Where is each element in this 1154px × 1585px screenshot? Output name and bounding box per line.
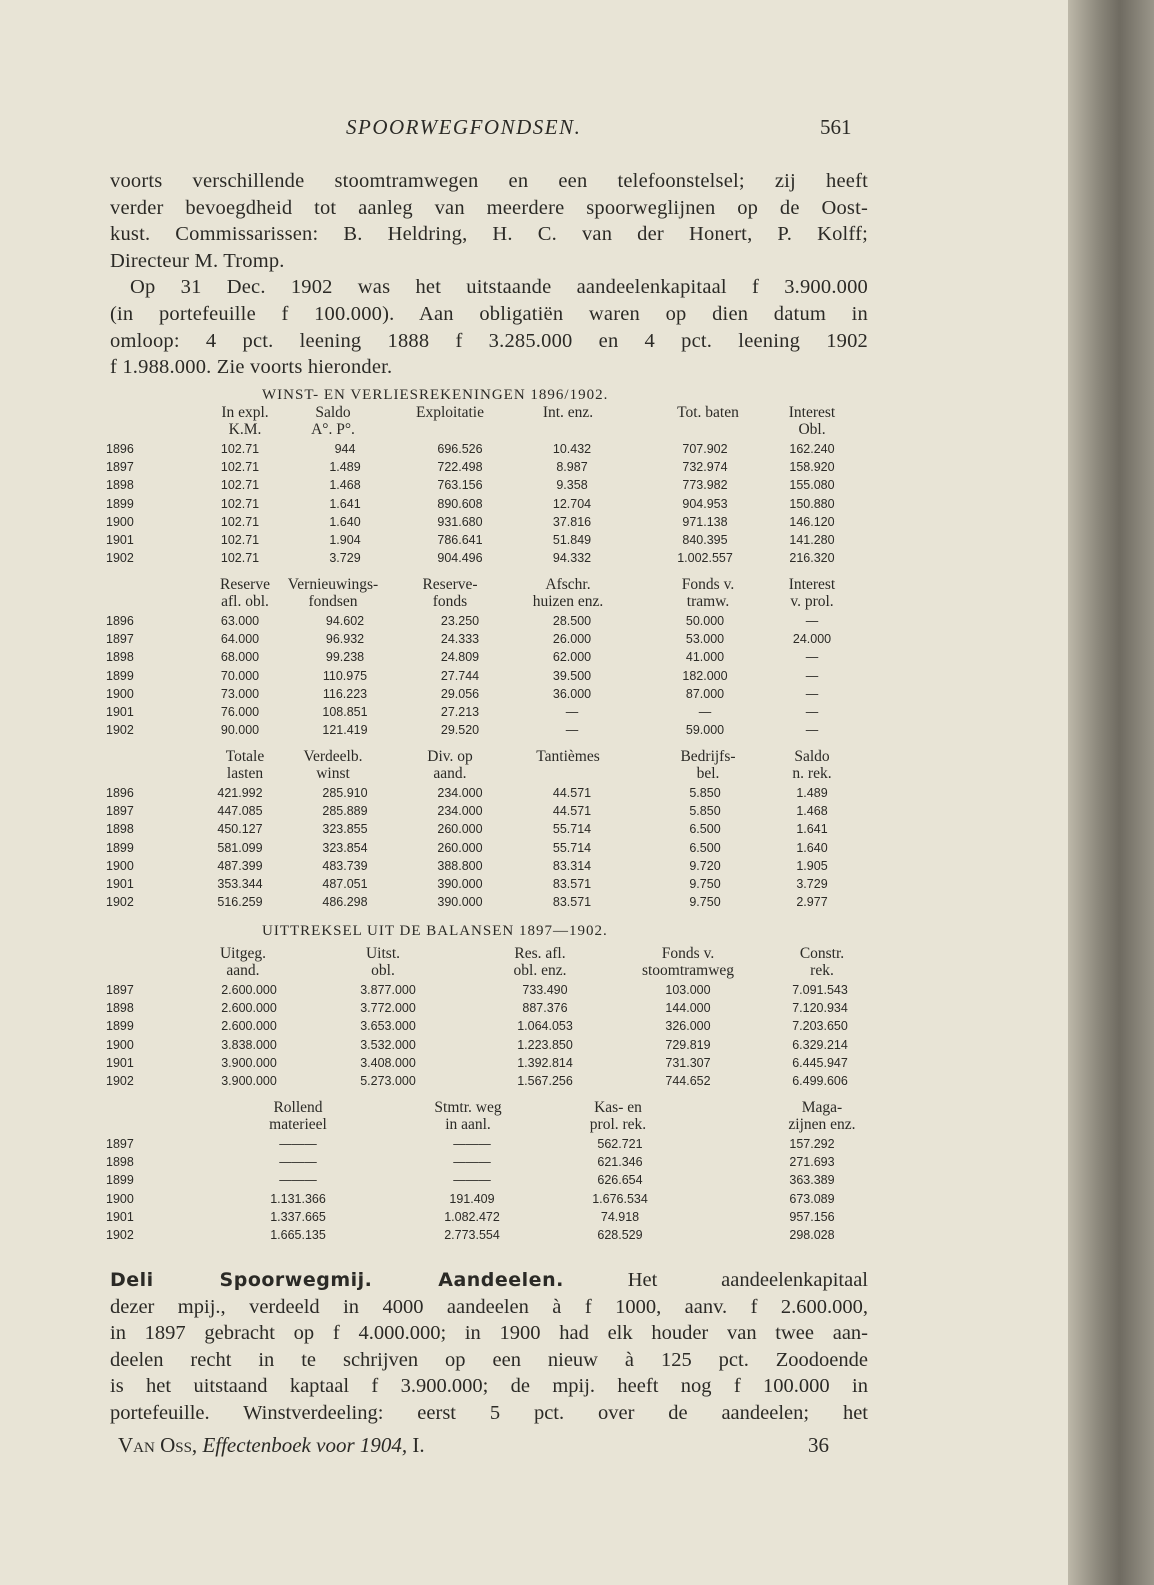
table-cell: 158.920 [789, 460, 835, 475]
column-header: Kas- en prol. rek. [589, 1099, 647, 1133]
table-row [0, 460, 1068, 479]
table-cell: 94.602 [325, 614, 365, 628]
column-header: Exploitatie [415, 404, 484, 421]
table-cell: 39.500 [552, 668, 592, 683]
column-header: Res. afl. obl. enz. [513, 945, 567, 979]
table-cell: 73.000 [220, 686, 260, 701]
table-cell: 74.918 [600, 1209, 640, 1224]
table-cell: 7.203.650 [792, 1019, 848, 1034]
table-cell: 146.120 [789, 514, 835, 529]
year-label: 1900 [106, 1191, 134, 1206]
table-cell: 94.332 [552, 551, 592, 566]
table-cell: 729.819 [665, 1037, 711, 1052]
text-line: portefeuille. Winstverdeeling: eerst 5 pct. over de aandeelen; het [110, 1401, 868, 1424]
table-cell: 562.721 [597, 1137, 643, 1151]
table-row [0, 841, 1068, 860]
signature-number: 36 [808, 1433, 829, 1457]
table-cell: 102.71 [220, 496, 260, 511]
table-cell: 1.082.472 [444, 1209, 500, 1224]
table-cell: 390.000 [437, 895, 483, 910]
table-cell: 450.127 [217, 822, 263, 837]
year-label: 1901 [106, 705, 134, 719]
column-header: Totale lasten [225, 748, 265, 782]
table-cell: 23.250 [440, 614, 480, 628]
table-cell: 1.640 [796, 840, 828, 855]
table-cell: 285.889 [322, 804, 368, 819]
table-cell: 353.344 [217, 877, 263, 891]
column-header: Tantièmes [536, 748, 600, 765]
table-cell: 102.71 [220, 478, 260, 493]
column-header: Verdeelb. winst [303, 748, 363, 782]
text-line: is het uitstaand kaptaal f 3.900.000; de mpij. heeft nog f 100.000 in [110, 1375, 868, 1398]
table-cell: 773.982 [682, 478, 728, 493]
table-cell: 76.000 [220, 705, 260, 719]
table-cell: 3.772.000 [360, 1001, 416, 1016]
table-cell: 55.714 [552, 840, 592, 855]
table-row [0, 551, 1068, 570]
table-row [0, 533, 1068, 552]
table-cell: 1.904 [329, 533, 361, 547]
table-cell: 5.850 [689, 786, 721, 800]
table-cell: 9.750 [689, 877, 721, 891]
year-label: 1901 [106, 1055, 134, 1070]
table-cell: 1.468 [796, 804, 828, 819]
table-row [0, 1038, 1068, 1057]
text-line: in 1897 gebracht op f 4.000.000; in 1900 had elk houder van twee aan- [110, 1322, 868, 1345]
year-label: 1898 [106, 822, 134, 837]
table-row [0, 804, 1068, 823]
column-header: Div. op aand. [427, 748, 473, 782]
table-cell: 64.000 [220, 632, 260, 647]
table-row [0, 1074, 1068, 1093]
table-cell: 8.987 [556, 460, 588, 475]
table-cell: 1.489 [329, 460, 361, 475]
year-label: 1899 [106, 1019, 134, 1034]
year-label: 1898 [106, 478, 134, 493]
column-header: Rollend materieel [269, 1099, 327, 1133]
table-cell: 6.329.214 [792, 1037, 848, 1052]
table-cell: 102.71 [220, 460, 260, 475]
table-cell: 102.71 [220, 533, 260, 547]
intro-paragraph [110, 168, 868, 381]
table-cell: 36.000 [552, 686, 592, 701]
table-cell: — [565, 705, 579, 719]
table-cell: 887.376 [522, 1001, 568, 1016]
table-cell: 3.838.000 [221, 1037, 277, 1052]
table-cell: 731.307 [665, 1055, 711, 1070]
table-cell: 102.71 [220, 442, 260, 456]
table-cell: 1.002.557 [677, 551, 733, 566]
table-cell: 944 [334, 442, 356, 456]
table-row [0, 515, 1068, 534]
table-row [0, 786, 1068, 805]
year-label: 1899 [106, 668, 134, 683]
table-row [0, 1056, 1068, 1075]
table-cell: ——— [279, 1155, 317, 1170]
table-row [0, 705, 1068, 724]
table-cell: — [565, 723, 579, 738]
table-row [0, 442, 1068, 461]
table-cell: 155.080 [789, 478, 835, 493]
table-cell: 68.000 [220, 650, 260, 665]
table-cell: 2.773.554 [444, 1228, 500, 1242]
table-cell: 3.408.000 [360, 1055, 416, 1070]
text-line: f 1.988.000. Zie voorts hieronder. [110, 356, 393, 379]
table-row [0, 1001, 1068, 1020]
table-cell: — [805, 705, 819, 719]
table-cell: 37.816 [552, 514, 592, 529]
table-cell: 90.000 [220, 723, 260, 738]
table-cell: 3.653.000 [360, 1019, 416, 1034]
table-cell: 260.000 [437, 822, 483, 837]
table-cell: ——— [279, 1173, 317, 1188]
year-label: 1899 [106, 840, 134, 855]
table-cell: 483.739 [322, 858, 368, 873]
table-cell: 6.499.606 [792, 1074, 848, 1088]
table-cell: — [805, 723, 819, 738]
year-label: 1897 [106, 1137, 134, 1151]
table-cell: ——— [453, 1155, 491, 1170]
year-label: 1902 [106, 1228, 134, 1242]
table-cell: 83.571 [552, 895, 592, 910]
table-cell: 108.851 [322, 705, 368, 719]
table-cell: — [805, 668, 819, 683]
year-label: 1902 [106, 723, 134, 738]
page-number: 561 [820, 115, 852, 139]
text-line: Op 31 Dec. 1902 was het uitstaande aandeelenkapitaal f 3.900.000 [130, 276, 868, 299]
table-row [0, 1137, 1068, 1156]
table-cell: 29.520 [440, 723, 480, 738]
table-cell: 99.238 [325, 650, 365, 665]
table-cell: 141.280 [789, 533, 835, 547]
table-cell: 890.608 [437, 496, 483, 511]
table-cell: 102.71 [220, 551, 260, 566]
table-cell: 626.654 [597, 1173, 643, 1188]
year-label: 1896 [106, 614, 134, 628]
table-row [0, 1210, 1068, 1229]
table-cell: 162.240 [789, 442, 835, 456]
table-cell: 673.089 [789, 1191, 835, 1206]
table-cell: 2.600.000 [221, 1001, 277, 1016]
table-cell: 1.905 [796, 858, 828, 873]
table-cell: 3.532.000 [360, 1037, 416, 1052]
year-label: 1902 [106, 1074, 134, 1088]
table-cell: 5.850 [689, 804, 721, 819]
table-cell: 6.500 [689, 822, 721, 837]
table-cell: 1.567.256 [517, 1074, 573, 1088]
text-line: deelen recht in te schrijven op een nieuw à 125 pct. Zoodoende [110, 1348, 868, 1371]
table-cell: 191.409 [449, 1191, 495, 1206]
column-header: Tot. baten [677, 404, 739, 421]
table-cell: 83.314 [552, 858, 592, 873]
column-header: Stmtr. weg in aanl. [434, 1099, 502, 1133]
table-cell: 9.358 [556, 478, 588, 493]
table-row [0, 1155, 1068, 1174]
text-line: Deli Spoorwegmij. Aandeelen. Het aandeelenkapitaal [110, 1269, 868, 1291]
table-cell: 29.056 [440, 686, 480, 701]
table-cell: 9.720 [689, 858, 721, 873]
table-cell: 27.213 [440, 705, 480, 719]
table-cell: 1.223.850 [517, 1037, 573, 1052]
table-cell: 1.392.814 [517, 1055, 573, 1070]
column-header: Interest v. prol. [788, 576, 836, 610]
table-cell: 9.750 [689, 895, 721, 910]
year-label: 1900 [106, 1037, 134, 1052]
column-header: In expl. K.M. [221, 404, 269, 438]
table-row [0, 478, 1068, 497]
column-header: Reserve- fonds [422, 576, 478, 610]
column-header: Fonds v. stoomtramweg [641, 945, 735, 979]
table-cell: ——— [279, 1137, 317, 1151]
table-cell: 260.000 [437, 840, 483, 855]
table-cell: 27.744 [440, 668, 480, 683]
table-cell: 150.880 [789, 496, 835, 511]
year-label: 1900 [106, 514, 134, 529]
column-header: Uitst. obl. [365, 945, 401, 979]
column-header: Saldo A°. P°. [311, 404, 355, 438]
table-cell: 5.273.000 [360, 1074, 416, 1088]
footer-citation: Van Oss, Effectenboek voor 1904, I. [118, 1433, 425, 1457]
table-cell: 931.680 [437, 514, 483, 529]
table-row [0, 822, 1068, 841]
table-cell: 1.489 [796, 786, 828, 800]
text-line: verder bevoegdheid tot aanleg van meerdere spoorweglijnen op de Oost- [110, 196, 868, 219]
table-cell: 121.419 [322, 723, 368, 738]
table-cell: 971.138 [682, 514, 728, 529]
text-line: omloop: 4 pct. leening 1888 f 3.285.000 en 4 pct. leening 1902 [110, 329, 868, 352]
table-cell: 182.000 [682, 668, 728, 683]
table-cell: 363.389 [789, 1173, 835, 1188]
table-cell: 733.490 [522, 983, 568, 997]
table-title-winst: WINST- EN VERLIESREKENINGEN 1896/1902. [262, 387, 609, 403]
table-cell: 1.064.053 [517, 1019, 573, 1034]
table-cell: — [805, 614, 819, 628]
year-label: 1901 [106, 877, 134, 891]
table-cell: 24.333 [440, 632, 480, 647]
table-cell: 62.000 [552, 650, 592, 665]
text-line: kust. Commissarissen: B. Heldring, H. C. van der Honert, P. Kolff; [110, 223, 868, 246]
running-header-title: SPOORWEGFONDSEN. [346, 115, 582, 139]
table-cell: 10.432 [552, 442, 592, 456]
year-label: 1897 [106, 632, 134, 647]
table-cell: 487.399 [217, 858, 263, 873]
table-cell: 157.292 [789, 1137, 835, 1151]
table-cell: 96.932 [325, 632, 365, 647]
column-header: Constr. rek. [799, 945, 845, 979]
year-label: 1897 [106, 804, 134, 819]
table-cell: 87.000 [685, 686, 725, 701]
table-cell: 110.975 [322, 668, 368, 683]
table-row [0, 895, 1068, 914]
table-cell: 1.641 [329, 496, 361, 511]
table-cell: ——— [453, 1137, 491, 1151]
column-header: Bedrijfs- bel. [680, 748, 736, 782]
year-label: 1901 [106, 1209, 134, 1224]
table-cell: 323.854 [322, 840, 368, 855]
table-cell: 486.298 [322, 895, 368, 910]
table-cell: 3.729 [329, 551, 361, 566]
year-label: 1900 [106, 858, 134, 873]
year-label: 1898 [106, 1155, 134, 1170]
table-cell: 326.000 [665, 1019, 711, 1034]
table-cell: 102.71 [220, 514, 260, 529]
table-cell: — [698, 705, 712, 719]
year-label: 1901 [106, 533, 134, 547]
year-label: 1896 [106, 442, 134, 456]
table-row [0, 497, 1068, 516]
table-cell: — [805, 650, 819, 665]
table-cell: 216.320 [789, 551, 835, 566]
table-cell: 44.571 [552, 804, 592, 819]
table-cell: 1.665.135 [270, 1228, 326, 1242]
year-label: 1898 [106, 650, 134, 665]
table-row [0, 650, 1068, 669]
table-cell: 3.729 [796, 877, 828, 891]
table-cell: 53.000 [685, 632, 725, 647]
year-label: 1897 [106, 983, 134, 997]
table-row [0, 687, 1068, 706]
table-cell: 271.693 [789, 1155, 835, 1170]
table-row [0, 1192, 1068, 1211]
deli-heading: Deli Spoorwegmij. Aandeelen. [110, 1269, 564, 1291]
table-row [0, 1173, 1068, 1192]
table-row [0, 1228, 1068, 1247]
table-cell: 6.500 [689, 840, 721, 855]
year-label: 1896 [106, 786, 134, 800]
table-cell: 388.800 [437, 858, 483, 873]
column-header: Interest Obl. [788, 404, 836, 438]
table-cell: 1.676.534 [592, 1191, 648, 1206]
table-row [0, 669, 1068, 688]
column-header: Int. enz. [542, 404, 594, 421]
table-cell: 957.156 [789, 1209, 835, 1224]
year-label: 1900 [106, 686, 134, 701]
table-cell: 41.000 [685, 650, 725, 665]
text-line: voorts verschillende stoomtramwegen en een telefoonstelsel; zij heeft [110, 170, 868, 192]
table-cell: 70.000 [220, 668, 260, 683]
column-header: Reserve afl. obl. [220, 576, 270, 610]
table-cell: 696.526 [437, 442, 483, 456]
column-header: Uitgeg. aand. [219, 945, 267, 979]
table-cell: 1.641 [796, 822, 828, 837]
table-cell: 44.571 [552, 786, 592, 800]
table-cell: 516.259 [217, 895, 263, 910]
table-cell: 103.000 [665, 983, 711, 997]
page-edge-shadow [1068, 0, 1154, 1585]
table-row [0, 983, 1068, 1002]
table-cell: 2.600.000 [221, 1019, 277, 1034]
text-line: Directeur M. Tromp. [110, 249, 285, 272]
table-row [0, 859, 1068, 878]
table-cell: 12.704 [552, 496, 592, 511]
table-cell: 2.977 [796, 895, 828, 910]
table-cell: 390.000 [437, 877, 483, 891]
table-row [0, 723, 1068, 742]
table-cell: 116.223 [322, 686, 368, 701]
table-row [0, 614, 1068, 633]
table-cell: 763.156 [437, 478, 483, 493]
table-cell: 3.900.000 [221, 1074, 277, 1088]
year-label: 1902 [106, 895, 134, 910]
table-cell: 285.910 [322, 786, 368, 800]
table-cell: 234.000 [437, 804, 483, 819]
table-cell: 26.000 [552, 632, 592, 647]
table-cell: 28.500 [552, 614, 592, 628]
table-cell: — [805, 686, 819, 701]
table-title-balansen: UITTREKSEL UIT DE BALANSEN 1897—1902. [262, 923, 608, 939]
table-cell: 904.496 [437, 551, 483, 566]
deli-paragraph [110, 1267, 868, 1427]
year-label: 1898 [106, 1001, 134, 1016]
table-cell: 1.640 [329, 514, 361, 529]
table-row [0, 877, 1068, 896]
table-cell: 55.714 [552, 822, 592, 837]
table-cell: 786.641 [437, 533, 483, 547]
table-cell: ——— [453, 1173, 491, 1188]
table-row [0, 1019, 1068, 1038]
year-label: 1902 [106, 551, 134, 566]
table-cell: 1.468 [329, 478, 361, 493]
table-row [0, 632, 1068, 651]
table-cell: 722.498 [437, 460, 483, 475]
table-cell: 732.974 [682, 460, 728, 475]
table-cell: 1.131.366 [270, 1191, 326, 1206]
table-cell: 51.849 [552, 533, 592, 547]
table-cell: 63.000 [220, 614, 260, 628]
table-cell: 621.346 [597, 1155, 643, 1170]
table-cell: 1.337.665 [270, 1209, 326, 1224]
table-cell: 7.120.934 [792, 1001, 848, 1016]
table-cell: 840.395 [682, 533, 728, 547]
table-cell: 487.051 [322, 877, 368, 891]
year-label: 1899 [106, 496, 134, 511]
table-cell: 581.099 [217, 840, 263, 855]
table-cell: 2.600.000 [221, 983, 277, 997]
table-cell: 50.000 [685, 614, 725, 628]
year-label: 1897 [106, 460, 134, 475]
column-header: Fonds v. tramw. [681, 576, 735, 610]
text-line: (in portefeuille f 100.000). Aan obligatiën waren op dien datum in [110, 302, 868, 325]
table-cell: 904.953 [682, 496, 728, 511]
table-cell: 323.855 [322, 822, 368, 837]
text-line: dezer mpij., verdeeld in 4000 aandeelen à f 1000, aanv. f 2.600.000, [110, 1295, 868, 1318]
table-cell: 6.445.947 [792, 1055, 848, 1070]
table-cell: 744.652 [665, 1074, 711, 1088]
column-header: Saldo n. rek. [792, 748, 832, 782]
table-cell: 421.992 [217, 786, 263, 800]
column-header: Afschr. huizen enz. [532, 576, 604, 610]
table-cell: 707.902 [682, 442, 728, 456]
table-cell: 24.809 [440, 650, 480, 665]
table-cell: 83.571 [552, 877, 592, 891]
table-cell: 59.000 [685, 723, 725, 738]
table-cell: 628.529 [597, 1228, 643, 1242]
column-header: Maga- zijnen enz. [788, 1099, 856, 1133]
table-cell: 24.000 [792, 632, 832, 647]
table-cell: 3.877.000 [360, 983, 416, 997]
table-cell: 447.085 [217, 804, 263, 819]
table-cell: 298.028 [789, 1228, 835, 1242]
year-label: 1899 [106, 1173, 134, 1188]
table-cell: 3.900.000 [221, 1055, 277, 1070]
table-cell: 234.000 [437, 786, 483, 800]
column-header: Vernieuwings- fondsen [287, 576, 379, 610]
table-cell: 7.091.543 [792, 983, 848, 997]
table-cell: 144.000 [665, 1001, 711, 1016]
